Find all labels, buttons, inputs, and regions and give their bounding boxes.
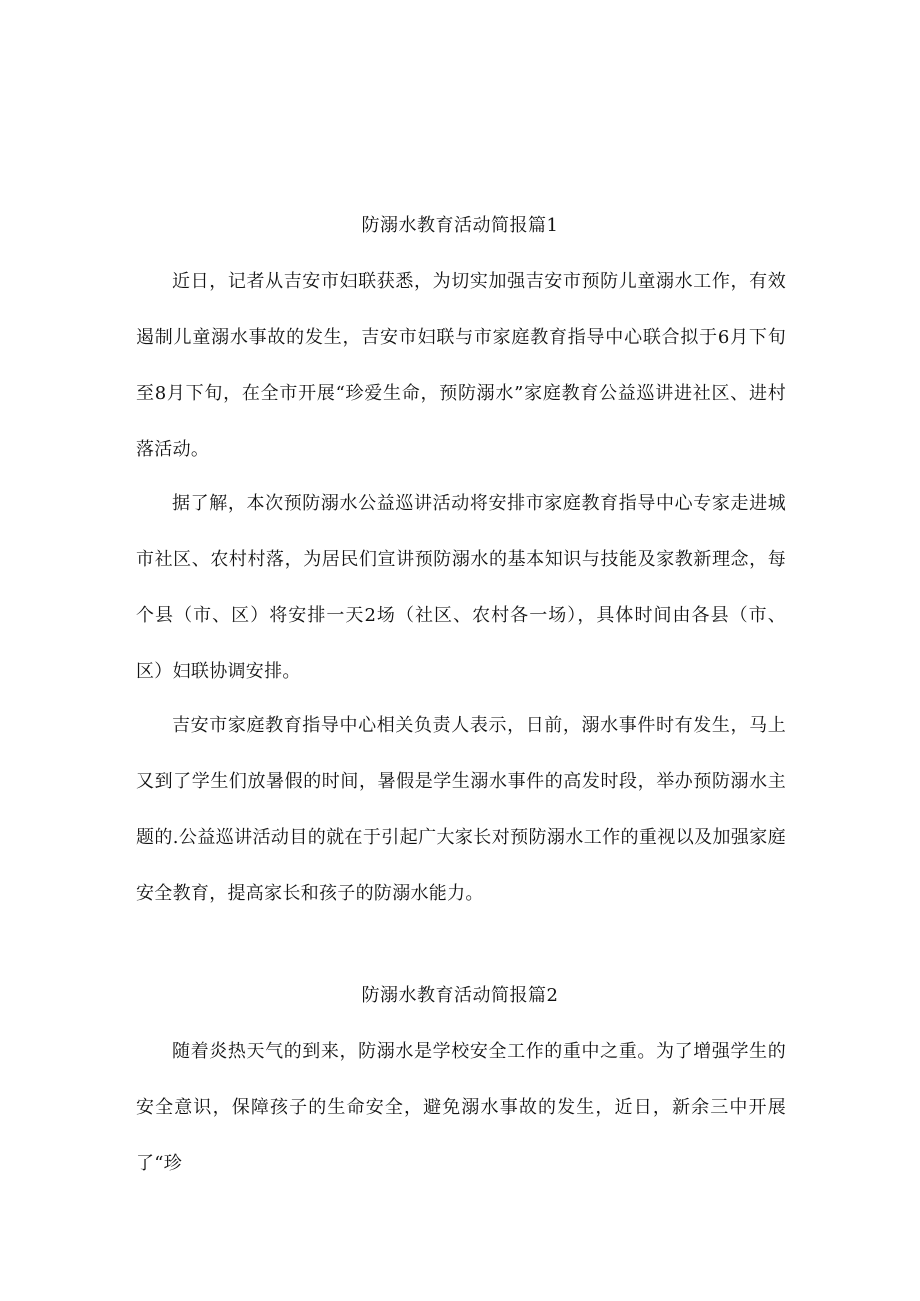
section-1-paragraph-3: 吉安市家庭教育指导中心相关负责人表示，日前，溺水事件时有发生，马上又到了学生们放暑假的时间，暑假是学生溺水事件的高发时段，举办预防溺水主题的.公益巡讲活动目的就在于引起广大家长对预防溺水工作的重视以及加强家庭安全教育，提高家长和孩子的防溺水能力。 [136,715,786,904]
section-1-paragraph-2: 据了解，本次预防溺水公益巡讲活动将安排市家庭教育指导中心专家走进城市社区、农村村落，为居民们宣讲预防溺水的基本知识与技能及家教新理念，每个县（市、区）将安排一天2场（社区、农村各一场），具体时间由各县（市、区）妇联协调安排。 [136,493,786,682]
section-2-heading: 防溺水教育活动简报篇2 [361,985,559,1006]
section-1-heading: 防溺水教育活动简报篇1 [361,215,559,236]
section-1-paragraph-1: 近日，记者从吉安市妇联获悉，为切实加强吉安市预防儿童溺水工作，有效遏制儿童溺水事故的发生，吉安市妇联与市家庭教育指导中心联合拟于6月下旬至8月下旬，在全市开展“珍爱生命，预防溺水”家庭教育公益巡讲进社区、进村落活动。 [136,271,786,460]
section-2-paragraph-1: 随着炎热天气的到来，防溺水是学校安全工作的重中之重。为了增强学生的安全意识，保障孩子的生命安全，避免溺水事故的发生，近日，新余三中开展了“珍 [136,1041,786,1174]
